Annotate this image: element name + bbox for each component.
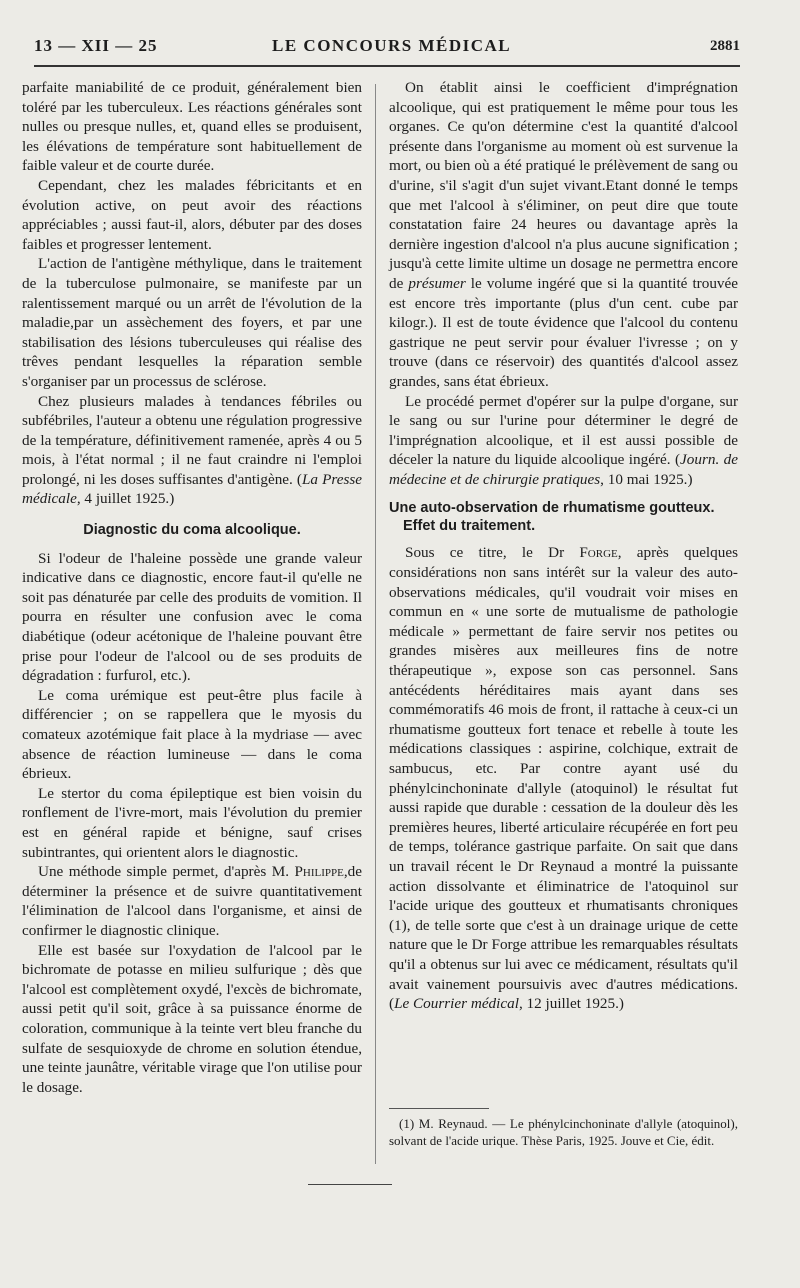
- source-citation: La Presse médicale: [22, 470, 363, 508]
- source-citation: Journ. de médecine et de chirurgie pratiques: [389, 451, 738, 488]
- paragraph: Elle est basée sur l'oxydation de l'alcool par le bichromate de potasse en milieu sulfurique ; dès que l'alcool est complètement oxydé, l'excès de bichromate, aussi petit qu'il soit, grâce à sa puissance énorme de coloration, communique à la teinte vert bleu franche du sulfate de sesquioxyde de chrome en solution étendue, une teinte jaunâtre, véritable virage que l'on utilise pour le dosage.: [22, 941, 362, 1096]
- footnote-rule: [389, 1108, 489, 1109]
- header-rule: [34, 65, 740, 67]
- paragraph: Le stertor du coma épileptique est bien voisin du ronflement de l'ivre-mort, mais l'évolution du premier est en général rapide et bénigne, sauf crises subintrantes, qui orientent alors le diagnostic.: [22, 784, 362, 861]
- column-divider: [375, 84, 376, 1164]
- article-title: Une auto-observation de rhumatisme goutteux. Effet du traitement.: [389, 500, 715, 535]
- paragraph: parfaite maniabilité de ce produit, généralement bien toléré par les tuberculeux. Les réactions générales sont nulles ou presque nulles, et, quand elles se produisent, les élévations de température sont habituellement de faible valeur et de courte durée.: [22, 79, 362, 175]
- page-number: 2881: [710, 38, 740, 54]
- author-name: Philippe: [294, 863, 344, 881]
- right-column: [389, 78, 738, 1014]
- paragraph: Chez plusieurs malades à tendances fébriles ou subfébriles, l'auteur a obtenu une régulation progressive de la température, définitivement ramenée, après 4 ou 5 mois, à l'état normal ; il ne faut craindre ni l'emploi prolongé, ni les doses suffisantes d'antigène. (La Presse médicale, 4 juillet 1925.): [22, 392, 363, 508]
- paragraph: Sous ce titre, le Dr Forge, après quelques considérations non sans intérêt sur la valeur des auto-observations médicales, qu'il voudrait voir mises en commun en « une sorte de mutualisme de pathologie médicale » permettant de faire servir nos petites ou grandes misères aux meilleures fins de notre thérapeutique », expose son cas personnel. Sans antécédents héréditaires mais ayant dans ses commémoratifs 46 mois de front, il rattache à ceux-ci un rhumatisme goutteux fort tenace et rebelle à toute les médications classiques : aspirine, colchique, extrait de sambucus, etc. Par contre ayant usé du phénylcinchoninate d'allyle (atoquinol) le résultat fut aussi rapide que durable : cessation de la douleur dès les premières heures, liberté articulaire récupérée en fort peu de temps, tolérance gastrique parfaite. On sait que dans un travail récent le Dr Reynaud a montré la puissante action dissolvante et éliminatrice de l'atoquinol sur l'acide urique des goutteux et rhumatisants chroniques (1), de telle sorte que c'est à un drainage urique de cette nature que le Dr Forge attribue les remarquables résultats qu'il a obtenus sur lui avec ce médicament, résultats qu'il avait vainement poursuivis avec d'autres médications. (Le Courrier médical, 12 juillet 1925.): [389, 544, 738, 1013]
- section-title: Diagnostic du coma alcoolique.: [83, 522, 301, 539]
- paragraph: Le coma urémique est peut-être plus facile à différencier ; on se rappellera que le myosis du comateux azotémique fait place à la mydriase — avec absence de réaction lumineuse — dans le coma ébrieux.: [22, 686, 362, 783]
- author-name: Forge: [579, 544, 618, 562]
- paragraph: L'action de l'antigène méthylique, dans le traitement de la tuberculose pulmonaire, se manifeste par un ralentissement marqué ou un arrêt de l'évolution de la maladie,par un assèchement des foyers, et par une stabilisation des lésions tuberculeuses qui réalise des trêves pendant lesquelles la réparation semble s'organiser par un processus de sclérose.: [22, 255, 362, 390]
- page-header: [22, 34, 742, 62]
- paragraph: Si l'odeur de l'haleine possède une grande valeur indicative dans ce diagnostic, encore faut-il qu'elle ne soit pas dénaturée par celle des produits de vomition. Il pourra en résulter une confusion avec le coma diabétique (odeur acétonique de l'haleine pouvant être prise pour l'odeur de l'alcool ou de ses produits de dégradation : furfurol, etc.).: [22, 549, 362, 685]
- journal-title: LE CONCOURS MÉDICAL: [272, 36, 512, 55]
- paragraph: Une méthode simple permet, d'après M. Philippe,de déterminer la présence et de suivre quantitativement l'élimination de l'alcool dans l'organisme, et ainsi de confirmer le diagnostic clinique.: [22, 863, 362, 939]
- source-citation: Le Courrier médical: [394, 995, 519, 1013]
- paragraph: Le procédé permet d'opérer sur la pulpe d'organe, sur le sang ou sur l'urine pour déterminer le degré de l'imprégnation alcoolique, et il est aussi possible de déceler la nature du liquide alcoolique ingéré. (Journ. de médecine et de chirurgie pratiques, 10 mai 1925.): [389, 392, 738, 488]
- paragraph: Cependant, chez les malades fébricitants et en évolution active, on peut avoir des réactions appréciables ; aussi faut-il, alors, débuter par des doses faibles et progresser lentement.: [22, 176, 362, 253]
- bottom-rule: [308, 1184, 392, 1185]
- issue-date: 13 — XII — 25: [34, 36, 158, 55]
- left-column: [22, 78, 362, 1097]
- paragraph: On établit ainsi le coefficient d'imprégnation alcoolique, qui est pratiquement le même pour tous les organes. Ce qu'on détermine c'est la quantité d'alcool présente dans l'organisme au moment où est survenue la mort, ou bien où a été pratiqué le prélèvement de sang ou d'urine, s'il s'agit d'un sujet vivant.Etant donné le temps que met l'alcool à s'éliminer, on peut dire que toute constatation faire 24 heures ou davantage après la dernière ingestion d'alcool n'a plus aucune signification ; jusqu'à cette limite ultime un dosage ne permettra encore de présumer le volume ingéré que si la quantité trouvée est encore très importante (plus d'un cent. cube par kilogr.). Il est de toute évidence que l'alcool du contenu gastrique ne peut servir pour évaluer l'ivresse ; on y trouve (dans ce réservoir) des quantités d'alcool assez grandes, sans état ébrieux.: [389, 79, 738, 390]
- footnote: (1) M. Reynaud. — Le phénylcinchoninate d'allyle (atoquinol), solvant de l'acide urique. Thèse Paris, 1925. Jouve et Cie, édit.: [389, 1116, 738, 1148]
